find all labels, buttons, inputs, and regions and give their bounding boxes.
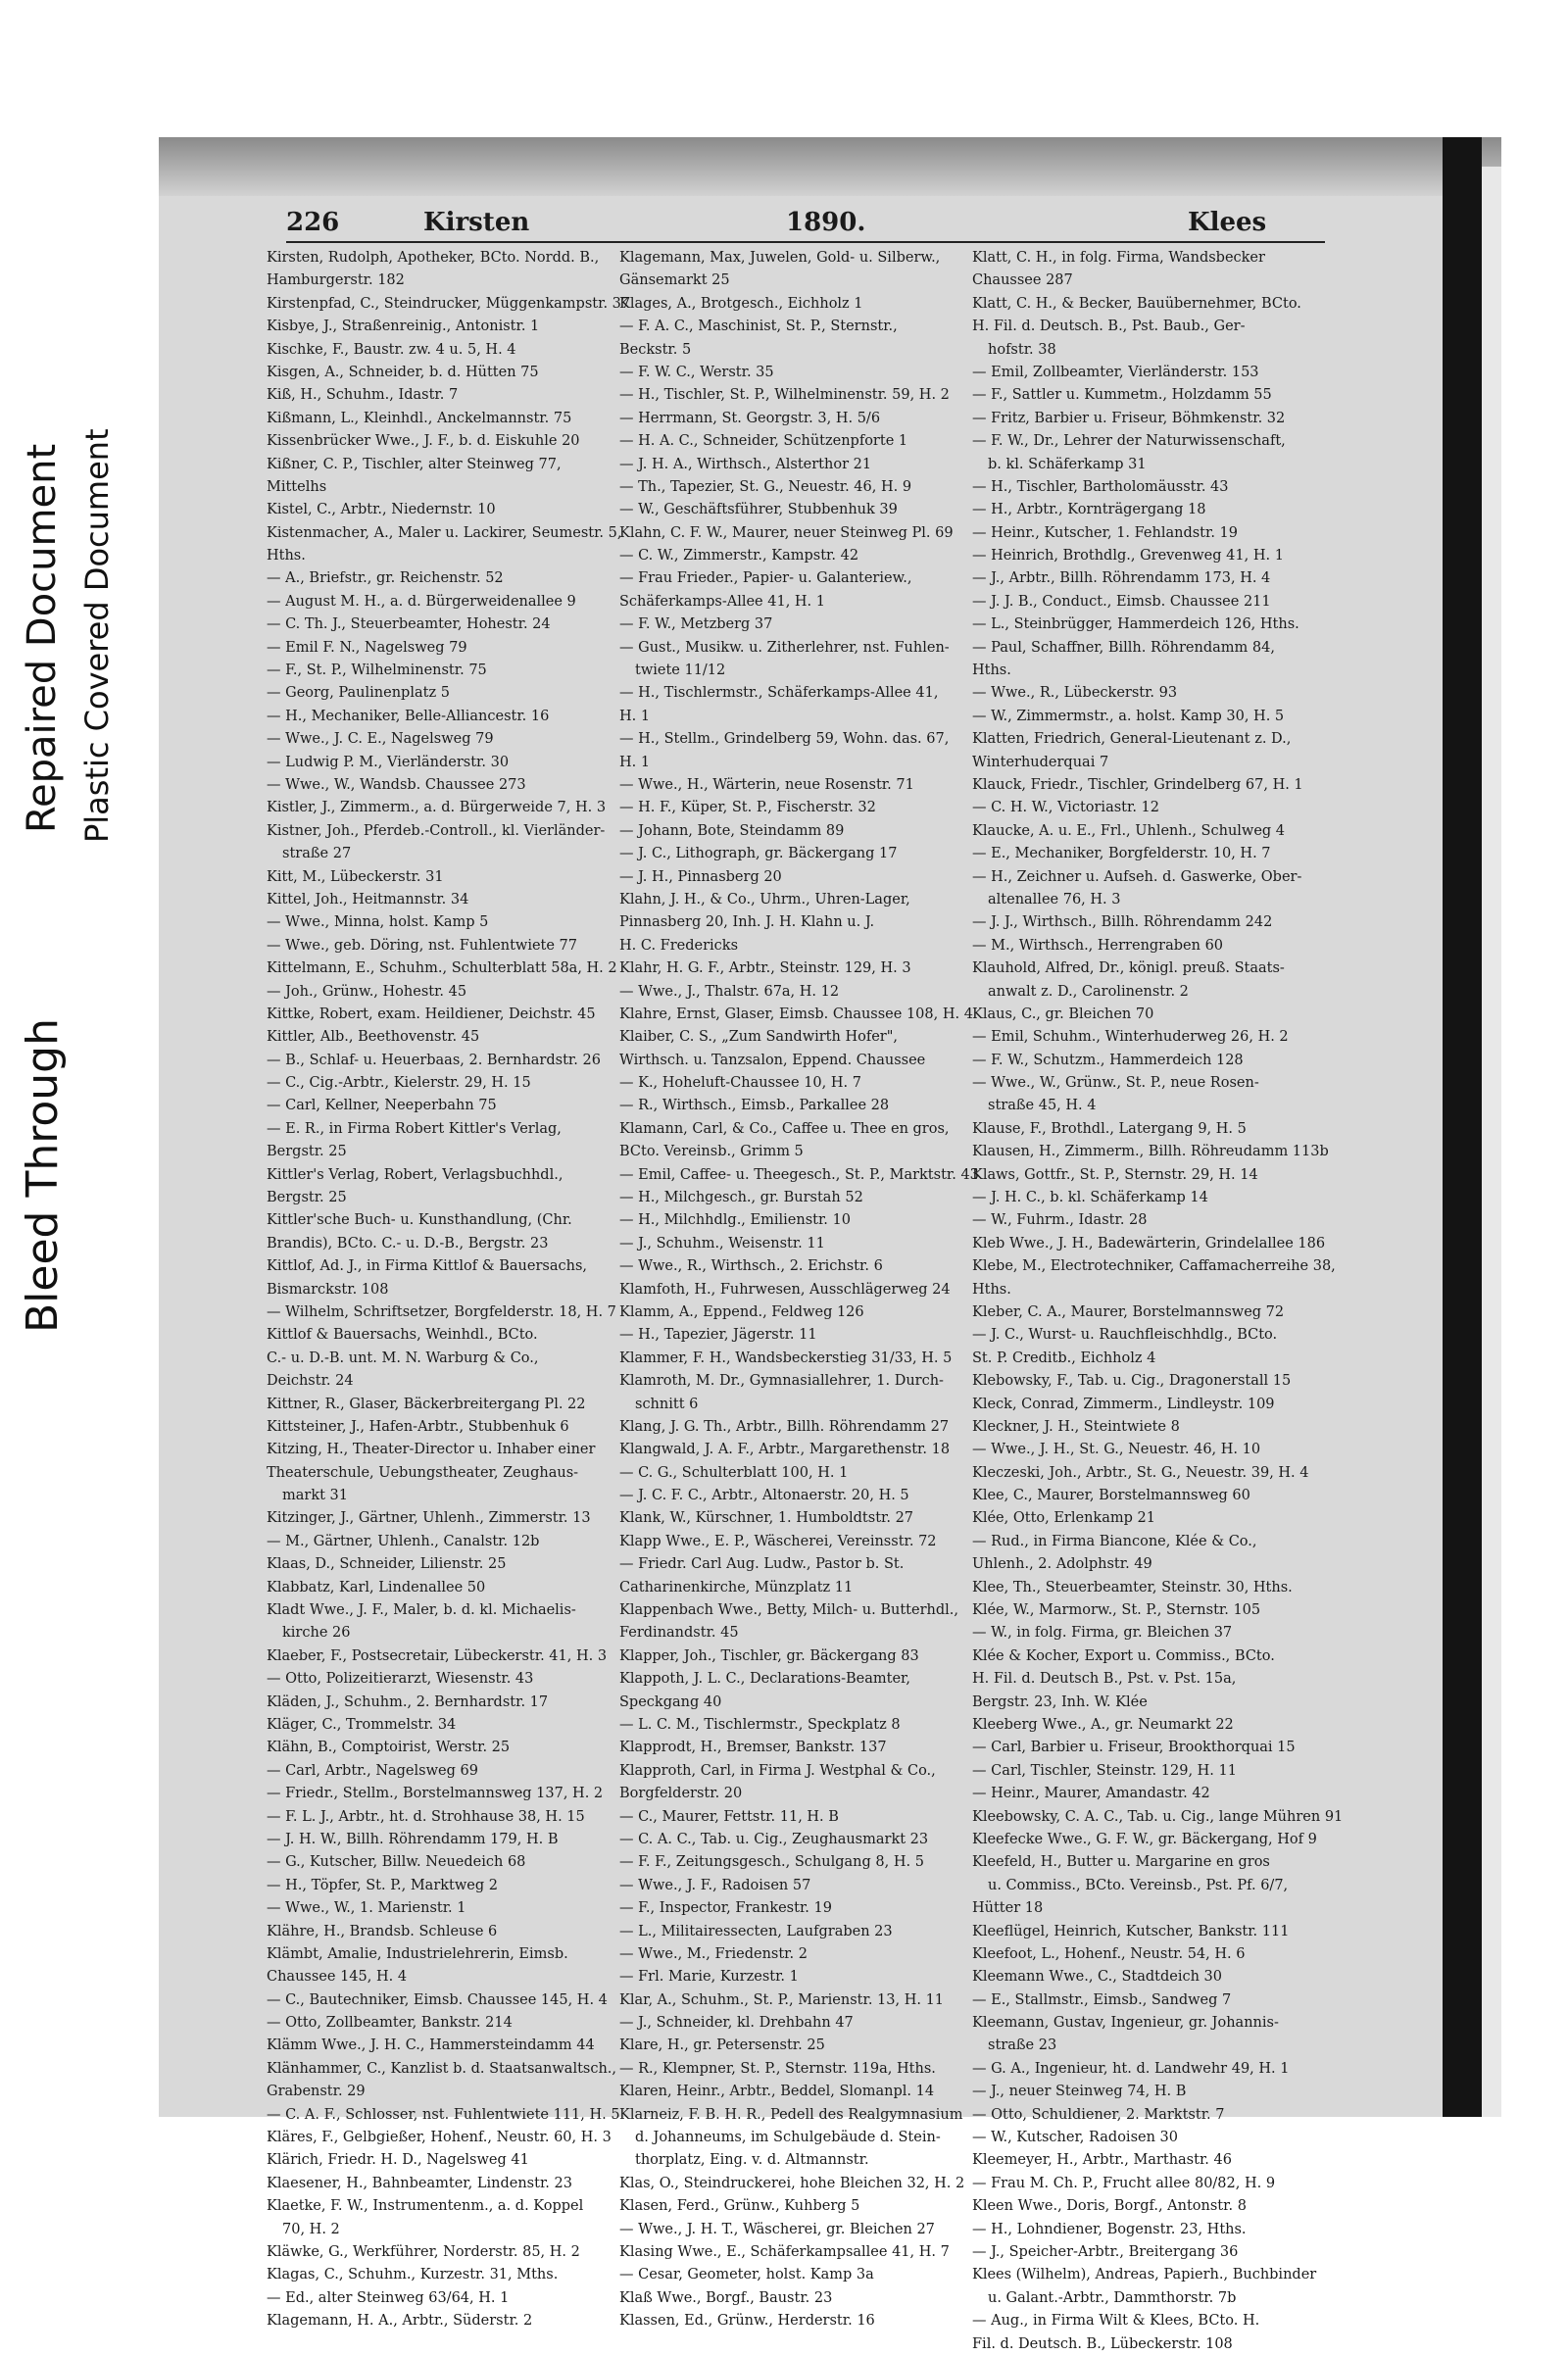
- directory-entry-line: — H., Mechaniker, Belle-Alliancestr. 16: [267, 708, 550, 724]
- directory-entry-line: Kleen Wwe., Doris, Borgf., Antonstr. 8: [972, 2198, 1247, 2215]
- directory-entry-line: — H., Töpfer, St. P., Marktweg 2: [267, 1877, 498, 1893]
- directory-entry-line: anwalt z. D., Carolinenstr. 2: [988, 983, 1189, 1000]
- directory-entry-line: Klamfoth, H., Fuhrwesen, Ausschlägerweg 24: [619, 1281, 951, 1298]
- directory-entry-line: Klahn, C. F. W., Maurer, neuer Steinweg Pl. 69: [619, 524, 954, 541]
- directory-entry-line: Kleemann, Gustav, Ingenieur, gr. Johannis-: [972, 2015, 1279, 2032]
- directory-entry-line: — L., Steinbrügger, Hammerdeich 126, Hths.: [972, 616, 1299, 633]
- directory-entry-line: kirche 26: [282, 1625, 351, 1642]
- directory-entry-line: — J. C., Lithograph, gr. Bäckergang 17: [619, 846, 898, 862]
- directory-entry-line: — C., Bautechniker, Eimsb. Chaussee 145, H. 4: [267, 1991, 608, 2008]
- directory-entry-line: d. Johanneums, im Schulgebäude d. Stein-: [635, 2130, 941, 2146]
- directory-entry-line: Winterhuderquai 7: [972, 754, 1109, 770]
- directory-entry-line: — Th., Tapezier, St. G., Neuestr. 46, H. 9: [619, 478, 912, 495]
- directory-entry-line: Klaeber, F., Postsecretair, Lübeckerstr. 41, H. 3: [267, 1647, 608, 1664]
- directory-entry-line: — F. A. C., Maschinist, St. P., Sternstr.,: [619, 319, 898, 335]
- directory-entry-line: — Friedr., Stellm., Borstelmannsweg 137, H. 2: [267, 1786, 604, 1802]
- directory-entry-line: thorplatz, Eing. v. d. Altmannstr.: [635, 2152, 869, 2169]
- directory-entry-line: — E. R., in Firma Robert Kittler's Verlag,: [267, 1120, 562, 1137]
- scanned-page: [159, 137, 1501, 2352]
- directory-entry-line: Klebowsky, F., Tab. u. Cig., Dragonerstall 15: [972, 1373, 1292, 1390]
- directory-entry-line: — H., Tischlermstr., Schäferkamps-Allee 41,: [619, 685, 939, 702]
- directory-entry-line: Kladt Wwe., J. F., Maler, b. d. kl. Michaelis-: [267, 1602, 576, 1619]
- directory-entry-line: Uhlenh., 2. Adolphstr. 49: [972, 1556, 1152, 1573]
- column-1: [267, 247, 631, 2333]
- directory-entry-line: — Wwe., H., Wärterin, neue Rosenstr. 71: [619, 776, 914, 793]
- directory-entry-line: — H., Lohndiener, Bogenstr. 23, Hths.: [972, 2221, 1247, 2237]
- directory-entry-line: — C., Cig.-Arbtr., Kielerstr. 29, H. 15: [267, 1075, 531, 1092]
- directory-entry-line: St. P. Creditb., Eichholz 4: [972, 1350, 1156, 1366]
- directory-entry-line: Klang, J. G. Th., Arbtr., Billh. Röhrendamm 27: [619, 1418, 950, 1435]
- directory-entry-line: Klause, F., Brothdl., Latergang 9, H. 5: [972, 1120, 1247, 1137]
- directory-entry-line: Hamburgerstr. 182: [267, 272, 405, 289]
- directory-entry-line: Kitt, M., Lübeckerstr. 31: [267, 868, 444, 885]
- directory-entry-line: H. Fil. d. Deutsch B., Pst. v. Pst. 15a,: [972, 1671, 1237, 1688]
- directory-entry-line: — J. J., Wirthsch., Billh. Röhrendamm 242: [972, 914, 1273, 931]
- directory-entry-line: C.- u. D.-B. unt. M. N. Warburg & Co.,: [267, 1350, 539, 1366]
- directory-entry-line: Bergstr. 23, Inh. W. Klée: [972, 1693, 1148, 1710]
- directory-entry-line: — Herrmann, St. Georgstr. 3, H. 5/6: [619, 410, 881, 426]
- directory-entry-line: Klaucke, A. u. E., Frl., Uhlenh., Schulweg 4: [972, 822, 1286, 839]
- page-header: [286, 206, 1325, 243]
- directory-entry-line: 70, H. 2: [282, 2221, 340, 2237]
- directory-entry-line: Kleefecke Wwe., G. F. W., gr. Bäckergang, Hof 9: [972, 1831, 1317, 1847]
- directory-entry-line: Kiß, H., Schuhm., Idastr. 7: [267, 387, 459, 404]
- directory-entry-line: — C. A. F., Schlosser, nst. Fuhlentwiete 111, H. 5: [267, 2106, 620, 2123]
- directory-entry-line: hofstr. 38: [988, 341, 1056, 358]
- directory-entry-line: Kittelmann, E., Schuhm., Schulterblatt 58a, H. 2: [267, 960, 617, 977]
- repaired-document-stamp: Repaired Document: [20, 443, 65, 833]
- directory-entry-line: BCto. Vereinsb., Grimm 5: [619, 1144, 804, 1160]
- directory-entry-line: — M., Gärtner, Uhlenh., Canalstr. 12b: [267, 1533, 540, 1549]
- directory-entry-line: — F., Inspector, Frankestr. 19: [619, 1900, 832, 1917]
- directory-entry-line: altenallee 76, H. 3: [988, 891, 1121, 908]
- directory-entry-line: Klagemann, Max, Juwelen, Gold- u. Silberw.,: [619, 250, 941, 266]
- directory-entry-line: Kittler's Verlag, Robert, Verlagsbuchhdl.,: [267, 1166, 564, 1183]
- directory-entry-line: — J. C. F. C., Arbtr., Altonaerstr. 20, H. 5: [619, 1488, 909, 1504]
- directory-entry-line: Klapp Wwe., E. P., Wäscherei, Vereinsstr. 72: [619, 1533, 937, 1549]
- book-binding: [1443, 137, 1482, 2117]
- directory-entry-line: — F. L. J., Arbtr., ht. d. Strohhause 38, H. 15: [267, 1808, 585, 1825]
- directory-entry-line: — J., Schuhm., Weisenstr. 11: [619, 1235, 825, 1252]
- directory-entry-line: — August M. H., a. d. Bürgerweidenallee 9: [267, 593, 576, 610]
- directory-entry-line: Klaß Wwe., Borgf., Baustr. 23: [619, 2289, 833, 2306]
- directory-entry-line: — F. W., Dr., Lehrer der Naturwissenschaft,: [972, 433, 1286, 450]
- directory-entry-line: — Frl. Marie, Kurzestr. 1: [619, 1969, 799, 1986]
- directory-entry-line: Klée, W., Marmorw., St. P., Sternstr. 105: [972, 1602, 1261, 1619]
- directory-entry-line: Klabbatz, Karl, Lindenallee 50: [267, 1579, 486, 1595]
- directory-entry-line: Kittler'sche Buch- u. Kunsthandlung, (Chr.: [267, 1212, 572, 1229]
- directory-entry-line: Klagemann, H. A., Arbtr., Süderstr. 2: [267, 2313, 533, 2330]
- directory-entry-line: — Carl, Barbier u. Friseur, Brookthorquai 15: [972, 1740, 1296, 1756]
- directory-entry-line: — M., Wirthsch., Herrengraben 60: [972, 937, 1224, 954]
- directory-entry-line: — Carl, Tischler, Steinstr. 129, H. 11: [972, 1762, 1237, 1779]
- directory-entry-line: Klees (Wilhelm), Andreas, Papierh., Buchbinder: [972, 2267, 1317, 2283]
- directory-entry-line: twiete 11/12: [635, 663, 726, 679]
- directory-entry-line: — Wwe., Minna, holst. Kamp 5: [267, 914, 489, 931]
- directory-entry-line: — Wwe., W., 1. Marienstr. 1: [267, 1900, 466, 1917]
- directory-entry-line: H. 1: [619, 754, 651, 770]
- directory-entry-line: Hütter 18: [972, 1900, 1044, 1917]
- directory-entry-line: Kittlof, Ad. J., in Firma Kittlof & Bauersachs,: [267, 1258, 587, 1275]
- directory-entry-line: H. 1: [619, 708, 651, 724]
- directory-entry-line: Kleemeyer, H., Arbtr., Marthastr. 46: [972, 2152, 1232, 2169]
- directory-entry-line: Mittelhs: [267, 478, 327, 495]
- directory-entry-line: Klappenbach Wwe., Betty, Milch- u. Butterhdl.,: [619, 1602, 958, 1619]
- directory-entry-line: Klaiber, C. S., „Zum Sandwirth Hofer",: [619, 1029, 898, 1046]
- directory-entry-line: Beckstr. 5: [619, 341, 692, 358]
- bleed-through-stamp: Bleed Through: [18, 1018, 68, 1333]
- directory-entry-line: Klamann, Carl, & Co., Caffee u. Thee en gros,: [619, 1120, 950, 1137]
- directory-entry-line: Kisgen, A., Schneider, b. d. Hütten 75: [267, 364, 539, 380]
- directory-entry-line: — Otto, Polizeitierarzt, Wiesenstr. 43: [267, 1671, 534, 1688]
- directory-entry-line: Kleb Wwe., J. H., Badewärterin, Grindelallee 186: [972, 1235, 1326, 1252]
- directory-entry-line: — Fritz, Barbier u. Friseur, Böhmkenstr. 32: [972, 410, 1286, 426]
- directory-entry-line: — Wwe., M., Friedenstr. 2: [619, 1945, 808, 1962]
- directory-entry-line: — J. C., Wurst- u. Rauchfleischhdlg., BCto.: [972, 1327, 1278, 1344]
- directory-entry-line: Kirstenpfad, C., Steindrucker, Müggenkampstr. 37: [267, 295, 631, 312]
- directory-entry-line: — J., Schneider, kl. Drehbahn 47: [619, 2015, 854, 2032]
- directory-entry-line: Kitzing, H., Theater-Director u. Inhaber einer: [267, 1442, 596, 1458]
- directory-entry-line: — W., Geschäftsführer, Stubbenhuk 39: [619, 502, 898, 518]
- directory-entry-line: — H., Tischler, St. P., Wilhelminenstr. 59, H. 2: [619, 387, 950, 404]
- directory-entry-line: Kleebowsky, C. A. C., Tab. u. Cig., lange Mühren 91: [972, 1808, 1344, 1825]
- directory-entry-line: — F. F., Zeitungsgesch., Schulgang 8, H. 5: [619, 1854, 924, 1871]
- directory-entry-line: — W., in folg. Firma, gr. Bleichen 37: [972, 1625, 1233, 1642]
- directory-entry-line: — Wwe., J., Thalstr. 67a, H. 12: [619, 983, 840, 1000]
- directory-entry-line: Klaws, Gottfr., St. P., Sternstr. 29, H. 14: [972, 1166, 1258, 1183]
- directory-entry-line: Klank, W., Kürschner, 1. Humboldtstr. 27: [619, 1510, 914, 1527]
- directory-entry-line: — Wilhelm, Schriftsetzer, Borgfelderstr. 18, H. 7: [267, 1303, 616, 1320]
- directory-entry-line: — R., Klempner, St. P., Sternstr. 119a, Hths.: [619, 2060, 936, 2077]
- directory-entry-line: — H. A. C., Schneider, Schützenpforte 1: [619, 433, 908, 450]
- directory-entry-line: Kleefeld, H., Butter u. Margarine en gros: [972, 1854, 1270, 1871]
- directory-entry-line: — G., Kutscher, Billw. Neuedeich 68: [267, 1854, 526, 1871]
- directory-entry-line: — Wwe., J. H., St. G., Neuestr. 46, H. 10: [972, 1442, 1261, 1458]
- directory-entry-line: — Joh., Grünw., Hohestr. 45: [267, 983, 467, 1000]
- directory-entry-line: — J. H. C., b. kl. Schäferkamp 14: [972, 1190, 1208, 1206]
- directory-entry-line: Ferdinandstr. 45: [619, 1625, 739, 1642]
- directory-entry-line: — L., Militairessecten, Laufgraben 23: [619, 1923, 893, 1939]
- directory-entry-line: Kitzinger, J., Gärtner, Uhlenh., Zimmerstr. 13: [267, 1510, 591, 1527]
- directory-entry-line: Klahn, J. H., & Co., Uhrm., Uhren-Lager,: [619, 891, 910, 908]
- directory-entry-line: — Carl, Arbtr., Nagelsweg 69: [267, 1762, 478, 1779]
- directory-entry-line: — Friedr. Carl Aug. Ludw., Pastor b. St.: [619, 1556, 905, 1573]
- directory-entry-line: Klatten, Friedrich, General-Lieutenant z. D.,: [972, 731, 1292, 748]
- directory-entry-line: — Otto, Schuldiener, 2. Marktstr. 7: [972, 2106, 1225, 2123]
- directory-entry-line: Klarneiz, F. B. H. R., Pedell des Realgymnasium: [619, 2106, 963, 2123]
- directory-entry-line: — H., Tischler, Bartholomäusstr. 43: [972, 478, 1229, 495]
- directory-entry-line: markt 31: [282, 1488, 348, 1504]
- directory-entry-line: — F., St. P., Wilhelminenstr. 75: [267, 663, 487, 679]
- directory-entry-line: — K., Hoheluft-Chaussee 10, H. 7: [619, 1075, 861, 1092]
- directory-entry-line: Kittke, Robert, exam. Heildiener, Deichstr. 45: [267, 1006, 596, 1022]
- directory-entry-line: Kisbye, J., Straßenreinig., Antonistr. 1: [267, 319, 540, 335]
- directory-entry-line: Klaus, C., gr. Bleichen 70: [972, 1006, 1154, 1022]
- directory-entry-line: Klasen, Ferd., Grünw., Kuhberg 5: [619, 2198, 860, 2215]
- directory-entry-line: Klangwald, J. A. F., Arbtr., Margarethenstr. 18: [619, 1442, 951, 1458]
- left-keyword: Kirsten: [423, 208, 530, 237]
- directory-entry-line: Hths.: [972, 1281, 1011, 1298]
- directory-entry-line: Klagas, C., Schuhm., Kurzestr. 31, Mths.: [267, 2267, 559, 2283]
- directory-entry-line: Hths.: [267, 548, 306, 564]
- directory-entry-line: H. Fil. d. Deutsch. B., Pst. Baub., Ger-: [972, 319, 1246, 335]
- directory-entry-line: — Wwe., J. C. E., Nagelsweg 79: [267, 731, 494, 748]
- directory-entry-line: — J. H., Pinnasberg 20: [619, 868, 782, 885]
- directory-entry-line: Kleckner, J. H., Steintwiete 8: [972, 1418, 1180, 1435]
- directory-entry-line: — A., Briefstr., gr. Reichenstr. 52: [267, 570, 504, 587]
- directory-entry-line: Pinnasberg 20, Inh. J. H. Klahn u. J.: [619, 914, 875, 931]
- directory-entry-line: Klee, Th., Steuerbeamter, Steinstr. 30, Hths.: [972, 1579, 1293, 1595]
- next-page-edge: [1482, 167, 1501, 2117]
- directory-entry-line: — H., Zeichner u. Aufseh. d. Gaswerke, Ober-: [972, 868, 1302, 885]
- directory-entry-line: Klebe, M., Electrotechniker, Caffamacherreihe 38,: [972, 1258, 1336, 1275]
- directory-entry-line: Klänhammer, C., Kanzlist b. d. Staatsanwaltsch.,: [267, 2060, 617, 2077]
- directory-entry-line: Chaussee 145, H. 4: [267, 1969, 408, 1986]
- directory-entry-line: Klähn, B., Comptoirist, Werstr. 25: [267, 1740, 511, 1756]
- directory-entry-line: — H., Milchgesch., gr. Burstah 52: [619, 1190, 863, 1206]
- directory-entry-line: — Wwe., R., Lübeckerstr. 93: [972, 685, 1178, 702]
- directory-entry-line: Klaetke, F. W., Instrumentenm., a. d. Koppel: [267, 2198, 584, 2215]
- directory-entry-line: — Heinrich, Brothdlg., Grevenweg 41, H. 1: [972, 548, 1284, 564]
- directory-entry-line: Kleczeski, Joh., Arbtr., St. G., Neuestr. 39, H. 4: [972, 1464, 1309, 1481]
- directory-entry-line: Kißner, C. P., Tischler, alter Steinweg 77,: [267, 456, 562, 472]
- directory-entry-line: Speckgang 40: [619, 1693, 722, 1710]
- directory-entry-line: Kläden, J., Schuhm., 2. Bernhardstr. 17: [267, 1693, 549, 1710]
- directory-entry-line: — J., Arbtr., Billh. Röhrendamm 173, H. 4: [972, 570, 1271, 587]
- directory-entry-line: H. C. Fredericks: [619, 937, 739, 954]
- right-keyword: Klees: [1188, 208, 1267, 237]
- directory-entry-line: — Wwe., geb. Döring, nst. Fuhlentwiete 77: [267, 937, 578, 954]
- column-2: [619, 247, 979, 2333]
- directory-entry-line: — B., Schlaf- u. Heuerbaas, 2. Bernhardstr. 26: [267, 1052, 601, 1068]
- directory-entry-line: Klapproth, Carl, in Firma J. Westphal & Co.,: [619, 1762, 936, 1779]
- directory-entry-line: — H., Milchhdlg., Emilienstr. 10: [619, 1212, 851, 1229]
- directory-entry-line: — Heinr., Kutscher, 1. Fehlandstr. 19: [972, 524, 1239, 541]
- directory-entry-line: Klappoth, J. L. C., Declarations-Beamter,: [619, 1671, 910, 1688]
- directory-entry-line: Klapper, Joh., Tischler, gr. Bäckergang 83: [619, 1647, 919, 1664]
- directory-entry-line: — C. A. C., Tab. u. Cig., Zeughausmarkt 23: [619, 1831, 929, 1847]
- directory-entry-line: Kleber, C. A., Maurer, Borstelmannsweg 72: [972, 1303, 1285, 1320]
- directory-entry-line: — E., Stallmstr., Eimsb., Sandweg 7: [972, 1991, 1232, 2008]
- directory-entry-line: — Wwe., R., Wirthsch., 2. Erichstr. 6: [619, 1258, 883, 1275]
- year: 1890.: [786, 208, 866, 237]
- directory-entry-line: straße 23: [988, 2037, 1057, 2054]
- directory-entry-line: Kittler, Alb., Beethovenstr. 45: [267, 1029, 480, 1046]
- directory-entry-line: — J., Speicher-Arbtr., Breitergang 36: [972, 2243, 1239, 2260]
- directory-entry-line: straße 27: [282, 846, 352, 862]
- directory-entry-line: Kläger, C., Trommelstr. 34: [267, 1717, 457, 1733]
- directory-entry-line: — Ed., alter Steinweg 63/64, H. 1: [267, 2289, 510, 2306]
- directory-entry-line: — Emil F. N., Nagelsweg 79: [267, 639, 467, 656]
- directory-entry-line: Kittsteiner, J., Hafen-Arbtr., Stubbenhuk 6: [267, 1418, 569, 1435]
- directory-entry-line: Kittner, R., Glaser, Bäckerbreitergang Pl. 22: [267, 1396, 586, 1412]
- directory-entry-line: Kleeberg Wwe., A., gr. Neumarkt 22: [972, 1717, 1234, 1733]
- directory-entry-line: Klahre, Ernst, Glaser, Eimsb. Chaussee 108, H. 4: [619, 1006, 973, 1022]
- directory-entry-line: — Frau M. Ch. P., Frucht allee 80/82, H. 9: [972, 2175, 1276, 2191]
- directory-entry-line: Klée & Kocher, Export u. Commiss., BCto.: [972, 1647, 1275, 1664]
- directory-entry-line: Fil. d. Deutsch. B., Lübeckerstr. 108: [972, 2335, 1233, 2352]
- directory-entry-line: Gänsemarkt 25: [619, 272, 730, 289]
- directory-entry-line: Klee, C., Maurer, Borstelmannsweg 60: [972, 1488, 1250, 1504]
- directory-entry-line: Klämbt, Amalie, Industrielehrerin, Eimsb.: [267, 1945, 568, 1962]
- directory-entry-line: — Heinr., Maurer, Amandastr. 42: [972, 1786, 1210, 1802]
- directory-entry-line: — Emil, Zollbeamter, Vierländerstr. 153: [972, 364, 1259, 380]
- directory-entry-line: — J., neuer Steinweg 74, H. B: [972, 2084, 1187, 2100]
- directory-entry-line: u. Galant.-Arbtr., Dammthorstr. 7b: [988, 2289, 1237, 2306]
- directory-entry-line: b. kl. Schäferkamp 31: [988, 456, 1147, 472]
- directory-entry-line: Kissenbrücker Wwe., J. F., b. d. Eiskuhle 20: [267, 433, 580, 450]
- directory-entry-line: Klärich, Friedr. H. D., Nagelsweg 41: [267, 2152, 529, 2169]
- directory-entry-line: Klas, O., Steindruckerei, hohe Bleichen 32, H. 2: [619, 2175, 965, 2191]
- directory-entry-line: schnitt 6: [635, 1396, 699, 1412]
- directory-entry-line: — Gust., Musikw. u. Zitherlehrer, nst. Fuhlen-: [619, 639, 950, 656]
- directory-entry-line: Bergstr. 25: [267, 1144, 347, 1160]
- directory-entry-line: Klée, Otto, Erlenkamp 21: [972, 1510, 1155, 1527]
- directory-entry-line: — W., Kutscher, Radoisen 30: [972, 2130, 1178, 2146]
- directory-entry-line: Klages, A., Brotgesch., Eichholz 1: [619, 295, 863, 312]
- page-shadow: [159, 137, 1501, 196]
- directory-entry-line: Kleemann Wwe., C., Stadtdeich 30: [972, 1969, 1222, 1986]
- directory-entry-line: Klatt, C. H., in folg. Firma, Wandsbecker: [972, 250, 1265, 266]
- directory-entry-line: — F. W., Metzberg 37: [619, 616, 773, 633]
- directory-entry-line: straße 45, H. 4: [988, 1098, 1097, 1114]
- directory-entry-line: — C., Maurer, Fettstr. 11, H. B: [619, 1808, 839, 1825]
- directory-entry-line: Kistenmacher, A., Maler u. Lackirer, Seumestr. 5,: [267, 524, 622, 541]
- directory-entry-line: Klasing Wwe., E., Schäferkampsallee 41, H. 7: [619, 2243, 950, 2260]
- directory-entry-line: — J. H. W., Billh. Röhrendamm 179, H. B: [267, 1831, 559, 1847]
- directory-entry-line: — F. W., Schutzm., Hammerdeich 128: [972, 1052, 1244, 1068]
- directory-entry-line: — E., Mechaniker, Borgfelderstr. 10, H. 7: [972, 846, 1271, 862]
- directory-entry-line: — G. A., Ingenieur, ht. d. Landwehr 49, H. 1: [972, 2060, 1290, 2077]
- directory-entry-line: Kittel, Joh., Heitmannstr. 34: [267, 891, 469, 908]
- directory-entry-line: Grabenstr. 29: [267, 2084, 366, 2100]
- directory-entry-line: Chaussee 287: [972, 272, 1073, 289]
- directory-entry-line: Klassen, Ed., Grünw., Herderstr. 16: [619, 2313, 875, 2330]
- directory-entry-line: Kistel, C., Arbtr., Niedernstr. 10: [267, 502, 496, 518]
- directory-entry-line: Kleck, Conrad, Zimmerm., Lindleystr. 109: [972, 1396, 1275, 1412]
- directory-entry-line: — Aug., in Firma Wilt & Klees, BCto. H.: [972, 2313, 1260, 2330]
- directory-entry-line: Klatt, C. H., & Becker, Bauübernehmer, BCto.: [972, 295, 1301, 312]
- directory-entry-line: — C. G., Schulterblatt 100, H. 1: [619, 1464, 849, 1481]
- directory-entry-line: Borgfelderstr. 20: [619, 1786, 743, 1802]
- directory-entry-line: Bergstr. 25: [267, 1190, 347, 1206]
- directory-entry-line: Klamroth, M. Dr., Gymnasiallehrer, 1. Durch-: [619, 1373, 944, 1390]
- directory-entry-line: Klämm Wwe., J. H. C., Hammersteindamm 44: [267, 2037, 595, 2054]
- directory-entry-line: Theaterschule, Uebungstheater, Zeughaus-: [267, 1464, 579, 1481]
- directory-entry-line: — H., Tapezier, Jägerstr. 11: [619, 1327, 817, 1344]
- directory-entry-line: Klaren, Heinr., Arbtr., Beddel, Slomanpl. 14: [619, 2084, 935, 2100]
- directory-entry-line: Klaas, D., Schneider, Lilienstr. 25: [267, 1556, 507, 1573]
- directory-entry-line: Brandis), BCto. C.- u. D.-B., Bergstr. 23: [267, 1235, 549, 1252]
- directory-entry-line: — Otto, Zollbeamter, Bankstr. 214: [267, 2015, 513, 2032]
- directory-entry-line: Hths.: [972, 663, 1011, 679]
- directory-entry-line: — Wwe., W., Grünw., St. P., neue Rosen-: [972, 1075, 1259, 1092]
- directory-entry-line: Kläwke, G., Werkführer, Norderstr. 85, H. 2: [267, 2243, 580, 2260]
- directory-entry-line: u. Commiss., BCto. Vereinsb., Pst. Pf. 6/7,: [988, 1877, 1289, 1893]
- directory-entry-line: Kläres, F., Gelbgießer, Hohenf., Neustr. 60, H. 3: [267, 2130, 612, 2146]
- directory-entry-line: — R., Wirthsch., Eimsb., Parkallee 28: [619, 1098, 890, 1114]
- directory-entry-line: — Emil, Caffee- u. Theegesch., St. P., Marktstr. 43: [619, 1166, 979, 1183]
- directory-entry-line: Klapprodt, H., Bremser, Bankstr. 137: [619, 1740, 887, 1756]
- directory-entry-line: Kirsten, Rudolph, Apotheker, BCto. Nordd. B.,: [267, 250, 600, 266]
- directory-entry-line: Deichstr. 24: [267, 1373, 354, 1390]
- directory-entry-line: Klähre, H., Brandsb. Schleuse 6: [267, 1923, 498, 1939]
- directory-entry-line: Klammer, F. H., Wandsbeckerstieg 31/33, H. 5: [619, 1350, 953, 1366]
- directory-entry-line: — J. J. B., Conduct., Eimsb. Chaussee 211: [972, 593, 1271, 610]
- directory-entry-line: — L. C. M., Tischlermstr., Speckplatz 8: [619, 1717, 901, 1733]
- directory-entry-line: Kleeflügel, Heinrich, Kutscher, Bankstr. 111: [972, 1923, 1290, 1939]
- directory-entry-line: Kleefoot, L., Hohenf., Neustr. 54, H. 6: [972, 1945, 1246, 1962]
- directory-entry-line: — J. H. A., Wirthsch., Alsterthor 21: [619, 456, 872, 472]
- directory-entry-line: — Frau Frieder., Papier- u. Galanteriew.,: [619, 570, 912, 587]
- directory-entry-line: Kischke, F., Baustr. zw. 4 u. 5, H. 4: [267, 341, 516, 358]
- directory-entry-line: — C. Th. J., Steuerbeamter, Hohestr. 24: [267, 616, 551, 633]
- directory-entry-line: Schäferkamps-Allee 41, H. 1: [619, 593, 825, 610]
- directory-entry-line: — W., Fuhrm., Idastr. 28: [972, 1212, 1148, 1229]
- directory-entry-line: Klausen, H., Zimmerm., Billh. Röhreudamm 113b: [972, 1144, 1329, 1160]
- directory-entry-line: Catharinenkirche, Münzplatz 11: [619, 1579, 854, 1595]
- directory-entry-line: — C. H. W., Victoriastr. 12: [972, 800, 1159, 816]
- directory-entry-line: — W., Zimmermstr., a. holst. Kamp 30, H. 5: [972, 708, 1285, 724]
- column-3: [972, 247, 1344, 2356]
- directory-entry-line: Klare, H., gr. Petersenstr. 25: [619, 2037, 825, 2054]
- directory-entry-line: Kistner, Joh., Pferdeb.-Controll., kl. Vierländer-: [267, 822, 606, 839]
- directory-entry-line: — H., Arbtr., Kornträgergang 18: [972, 502, 1206, 518]
- directory-entry-line: — Wwe., J. F., Radoisen 57: [619, 1877, 811, 1893]
- directory-entry-line: Wirthsch. u. Tanzsalon, Eppend. Chaussee: [619, 1052, 926, 1068]
- directory-entry-line: — Emil, Schuhm., Winterhuderweg 26, H. 2: [972, 1029, 1289, 1046]
- directory-entry-line: Klaesener, H., Bahnbeamter, Lindenstr. 23: [267, 2175, 572, 2191]
- directory-entry-line: Klauck, Friedr., Tischler, Grindelberg 67, H. 1: [972, 776, 1303, 793]
- directory-entry-line: — Cesar, Geometer, holst. Kamp 3a: [619, 2267, 874, 2283]
- directory-entry-line: Bismarckstr. 108: [267, 1281, 389, 1298]
- directory-entry-line: — Ludwig P. M., Vierländerstr. 30: [267, 754, 510, 770]
- directory-entry-line: — Carl, Kellner, Neeperbahn 75: [267, 1098, 497, 1114]
- directory-entry-line: — F. W. C., Werstr. 35: [619, 364, 774, 380]
- directory-entry-line: Klauhold, Alfred, Dr., königl. preuß. Staats-: [972, 960, 1285, 977]
- directory-entry-line: — Georg, Paulinenplatz 5: [267, 685, 450, 702]
- directory-entry-line: — C. W., Zimmerstr., Kampstr. 42: [619, 548, 859, 564]
- page-number: 226: [286, 208, 340, 237]
- directory-entry-line: Klahr, H. G. F., Arbtr., Steinstr. 129, H. 3: [619, 960, 911, 977]
- directory-entry-line: Kistler, J., Zimmerm., a. d. Bürgerweide 7, H. 3: [267, 800, 607, 816]
- directory-entry-line: — Wwe., J. H. T., Wäscherei, gr. Bleichen 27: [619, 2221, 935, 2237]
- plastic-covered-stamp: Plastic Covered Document: [78, 428, 116, 843]
- directory-entry-line: Kittlof & Bauersachs, Weinhdl., BCto.: [267, 1327, 538, 1344]
- directory-entry-line: — H., Stellm., Grindelberg 59, Wohn. das. 67,: [619, 731, 950, 748]
- directory-entry-line: — H. F., Küper, St. P., Fischerstr. 32: [619, 800, 876, 816]
- directory-entry-line: — Rud., in Firma Biancone, Klée & Co.,: [972, 1533, 1257, 1549]
- directory-entry-line: Klar, A., Schuhm., St. P., Marienstr. 13, H. 11: [619, 1991, 945, 2008]
- directory-entry-line: — Johann, Bote, Steindamm 89: [619, 822, 845, 839]
- directory-entry-line: Kißmann, L., Kleinhdl., Anckelmannstr. 75: [267, 410, 572, 426]
- directory-entry-line: — Paul, Schaffner, Billh. Röhrendamm 84,: [972, 639, 1275, 656]
- directory-entry-line: — F., Sattler u. Kummetm., Holzdamm 55: [972, 387, 1272, 404]
- directory-entry-line: — Wwe., W., Wandsb. Chaussee 273: [267, 776, 526, 793]
- directory-entry-line: Klamm, A., Eppend., Feldweg 126: [619, 1303, 864, 1320]
